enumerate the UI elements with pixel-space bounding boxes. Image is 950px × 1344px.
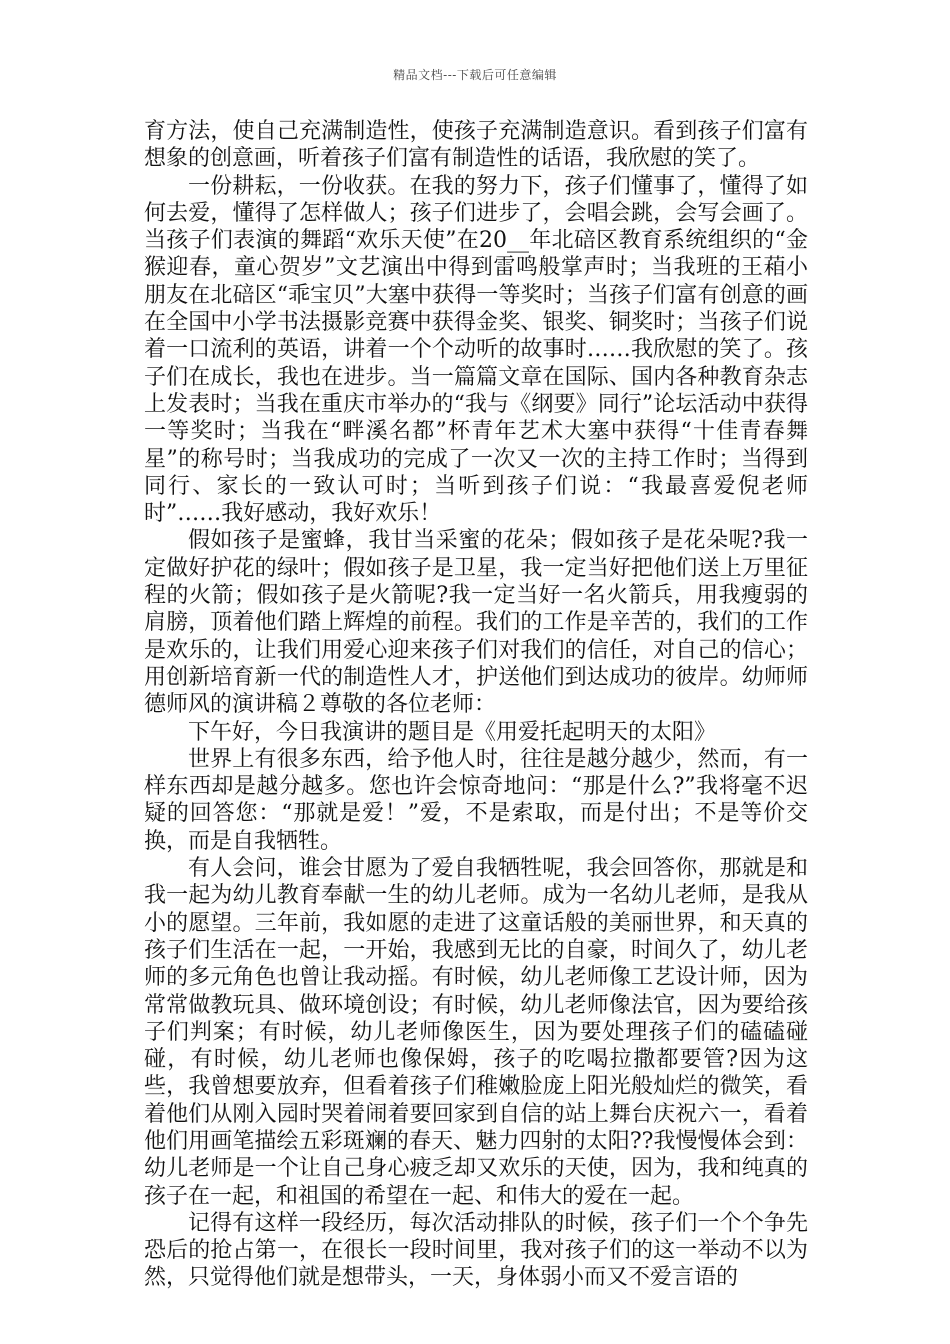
paragraph-2: 一份耕耘，一份收获。在我的努力下，孩子们懂事了，懂得了如何去爱，懂得了怎样做人；孩子们进步了，会唱会跳，会写会画了。当孩子们表演的舞蹈“欢乐天使”在20__年北碚区教育系统组织的“金猴迎春，童心贺岁”文艺演出中得到雷鸣般掌声时；当我班的王葙小朋友在北碚区“乖宝贝”大塞中获得一等奖时；当孩子们富有创意的画在全国中小学书法摄影竞赛中获得金奖、银奖、铜奖时；当孩子们说着一口流利的英语，讲着一个个动听的故事时……我欣慰的笑了。孩子们在成长，我也在进步。当一篇篇文章在国际、国内各种教育杂志上发表时；当我在重庆市举办的“我与《纲要》同行”论坛活动中获得一等奖时；当我在“畔溪名都”杯青年艺术大塞中获得“十佳青春舞星”的称号时；当我成功的完成了一次又一次的主持工作时；当得到同行、家长的一致认可时；当听到孩子们说：“我最喜爱倪老师时”……我好感动，我好欢乐！ <box>144 173 808 527</box>
page-header: 精品文档---下载后可任意编辑 <box>393 68 557 82</box>
document-body <box>144 118 808 1292</box>
paragraph-5: 世界上有很多东西，给予他人时，往往是越分越少，然而，有一样东西却是越分越多。您也许会惊奇地问：“那是什么?”我将毫不迟疑的回答您：“那就是爱！”爱，不是索取，而是付出；不是等价交换，而是自我牺牲。 <box>144 746 808 854</box>
paragraph-4: 下午好，今日我演讲的题目是《用爱托起明天的太阳》 <box>188 719 717 745</box>
paragraph-1: 育方法，使自己充满制造性，使孩子充满制造意识。看到孩子们富有想象的创意画，听着孩子们富有制造性的话语，我欣慰的笑了。 <box>144 119 808 172</box>
paragraph-6: 有人会问，谁会甘愿为了爱自我牺牲呢，我会回答你，那就是和我一起为幼儿教育奉献一生的幼儿老师。成为一名幼儿老师，是我从小的愿望。三年前，我如愿的走进了这童话般的美丽世界，和天真的孩子们生活在一起，一开始，我感到无比的自豪，时间久了，幼儿老师的多元角色也曾让我动摇。有时候，幼儿老师像工艺设计师，因为常常做教玩具、做环境创设；有时候，幼儿老师像法官，因为要给孩子们判案；有时候，幼儿老师像医生，因为要处理孩子们的磕磕碰碰，有时候，幼儿老师也像保姆，孩子的吃喝拉撒都要管?因为这些，我曾想要放弃，但看着孩子们稚嫩脸庞上阳光般灿烂的微笑，看着他们从刚入园时哭着闹着要回家到自信的站上舞台庆祝六一，看着他们用画笔描绘五彩斑斓的春天、魅力四射的太阳??我慢慢体会到：幼儿老师是一个让自己身心疲乏却又欢乐的天使，因为，我和纯真的孩子在一起，和祖国的希望在一起、和伟大的爱在一起。 <box>144 856 808 1209</box>
paragraph-3: 假如孩子是蜜蜂，我甘当采蜜的花朵；假如孩子是花朵呢?我一定做好护花的绿叶；假如孩子是卫星，我一定当好把他们送上万里征程的火箭；假如孩子是火箭呢?我一定当好一名火箭兵，用我瘦弱的肩膀，顶着他们踏上辉煌的前程。我们的工作是辛苦的，我们的工作是欢乐的，让我们用爱心迎来孩子们对我们的信任，对自己的信心；用创新培育新一代的制造性人才，护送他们到达成功的彼岸。幼师师德师风的演讲稿２尊敬的各位老师： <box>144 528 808 718</box>
paragraph-7: 记得有这样一段经历，每次活动排队的时候，孩子们一个个争先恐后的抢占第一，在很长一段时间里，我对孩子们的这一举动不以为然，只觉得他们就是想带头，一天，身体弱小而又不爱言语的 <box>144 1210 808 1291</box>
